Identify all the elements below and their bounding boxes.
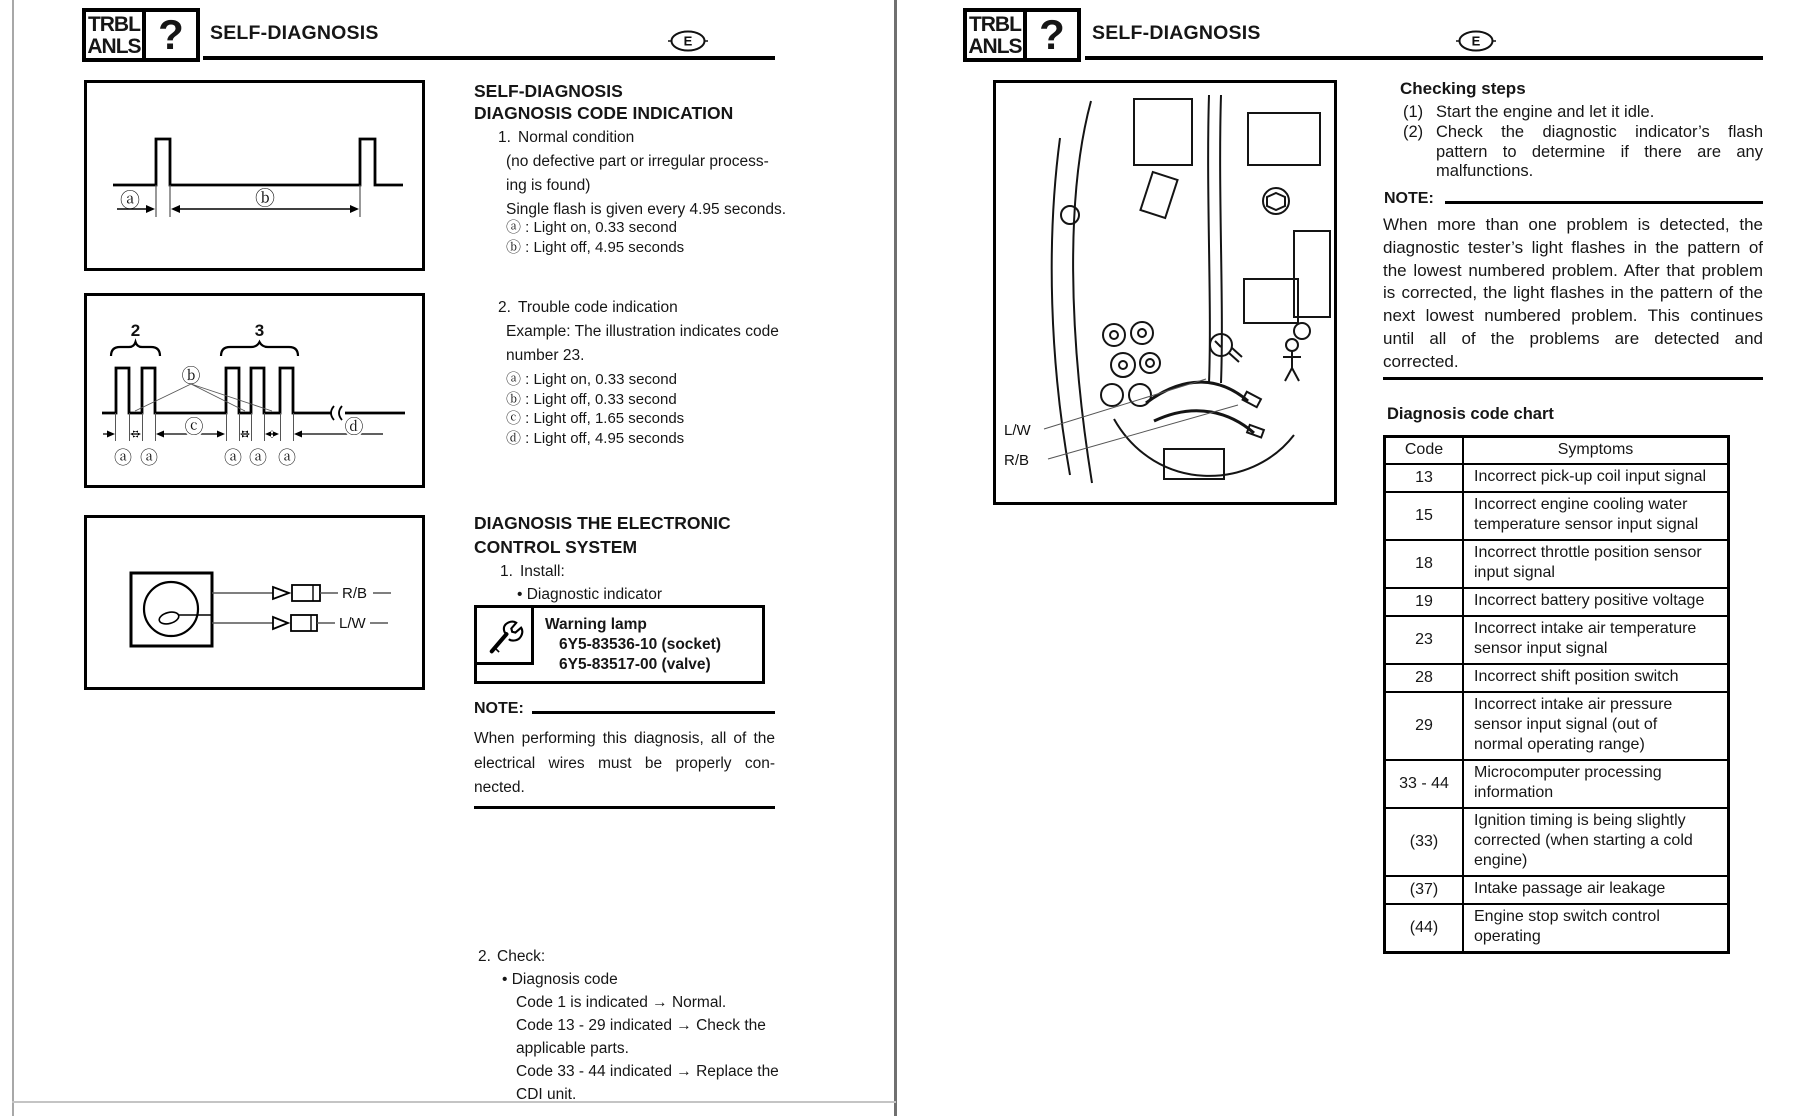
label-count-2: 2: [130, 321, 141, 340]
question-mark-icon: ?: [1039, 11, 1065, 58]
symptom-cell: Incorrect shift position switch: [1474, 668, 1679, 685]
item-title-check: Check:: [497, 948, 546, 965]
list-number: 1.: [498, 129, 511, 146]
table-row: [1386, 875, 1727, 903]
symptom-cell: Intake passage air leakage: [1474, 880, 1666, 897]
wire-label-rb: R/B: [342, 585, 368, 602]
left-page: [0, 0, 896, 1116]
step-number: (1): [1403, 103, 1424, 121]
list-number: 1.: [500, 563, 513, 580]
code-cell: (33): [1386, 809, 1464, 875]
note-paragraph: When more than one problem is detected, the diagnostic tester’s light flashes in the pattern of the lowest numbered problem. After that problem is corrected, the light flashes in the pattern of the next lowest numbered problem. This continues until all of the problems are detected and corrected.: [1383, 215, 1763, 371]
part-spec-text: [545, 615, 721, 675]
item-title-install: Install:: [520, 563, 565, 580]
label-a: ⓐ: [140, 448, 158, 468]
symptom-cell: Incorrect throttle position sensor input signal: [1474, 544, 1702, 581]
chart-title: Diagnosis code chart: [1387, 405, 1554, 423]
step-text: Check the diagnostic indicator’s flash pattern to determine if there are any malfunctions.: [1436, 123, 1763, 180]
table-row: [1386, 491, 1727, 539]
code-cell: (37): [1386, 877, 1464, 903]
table-row: [1386, 539, 1727, 587]
page-title: SELF-DIAGNOSIS: [1092, 22, 1261, 44]
label-b: ⓑ: [181, 366, 201, 387]
section-tab-label: TRBL ANLS: [967, 12, 1027, 58]
title-rule: [203, 56, 775, 60]
engine-line-art: [996, 83, 1333, 501]
code-cell: 33 - 44: [1386, 761, 1464, 807]
table-row: [1386, 663, 1727, 691]
heading-diagnosis-ecs: DIAGNOSIS THE ELECTRONIC CONTROL SYSTEM: [474, 513, 731, 557]
label-a: ⓐ: [120, 190, 140, 212]
symptom-cell: Incorrect intake air temperature sensor input signal: [1474, 620, 1697, 657]
symptom-cell: Incorrect battery positive voltage: [1474, 592, 1705, 609]
symptom-cell: Incorrect engine cooling water temperature sensor input signal: [1474, 496, 1699, 533]
timing-key-list: ⓐ : Light on, 0.33 second ⓑ : Light off, 4.95 seconds: [506, 219, 685, 256]
code-cell: 15: [1386, 493, 1464, 539]
heading-self-diagnosis: SELF-DIAGNOSIS: [474, 81, 623, 101]
figure-normal-condition: [84, 80, 425, 271]
label-d: ⓓ: [344, 417, 364, 438]
language-badge: [1456, 29, 1496, 53]
note-end-rule: [474, 806, 775, 809]
lamp-circuit-diagram: [87, 518, 421, 686]
note-label: NOTE:: [1384, 190, 1434, 207]
code-cell: 13: [1386, 465, 1464, 491]
section-tab-label: TRBL ANLS: [86, 12, 146, 58]
item-body: (no defective part or irregular process- ing is found) Single flash is given every 4.95 seconds.: [506, 153, 787, 218]
symptom-cell: Microcomputer processing information: [1474, 764, 1662, 801]
question-mark-icon: ?: [158, 11, 184, 58]
heading-checking-steps: Checking steps: [1400, 79, 1526, 98]
title-rule: [1085, 56, 1763, 60]
wire-label-rb: R/B: [1004, 452, 1030, 469]
symptom-cell: Incorrect pick-up coil input signal: [1474, 468, 1707, 485]
code-cell: 23: [1386, 617, 1464, 663]
symptom-cell: Ignition timing is being slightly corrected (when starting a cold engine): [1474, 812, 1693, 869]
section-tab: [82, 8, 200, 62]
table-row: [1386, 759, 1727, 807]
diagnosis-code-table: [1383, 435, 1730, 954]
column-header-code: Code: [1386, 438, 1464, 463]
language-badge: [668, 29, 708, 53]
language-letter: E: [683, 33, 693, 49]
table-row: [1386, 587, 1727, 615]
label-a: ⓐ: [114, 448, 132, 468]
waveform-normal-diagram: [87, 83, 421, 267]
right-page: [896, 0, 1813, 1116]
waveform-trouble-diagram: [87, 296, 421, 484]
label-count-3: 3: [254, 321, 265, 340]
check-result-lines: Code 1 is indicated → Normal. Code 13 - 29 indicated → Check the applicable parts. Code 33 - 44 indicated → Replace the CDI unit.: [516, 994, 779, 1103]
symptom-cell: Incorrect intake air pressure sensor input signal (out of normal operating range): [1474, 696, 1673, 753]
item-title-normal-condition: Normal condition: [518, 129, 635, 146]
label-b: ⓑ: [255, 188, 275, 210]
figure-trouble-code: [84, 293, 425, 488]
table-header-row: [1386, 438, 1727, 463]
code-cell: (44): [1386, 905, 1464, 951]
heading-code-indication: DIAGNOSIS CODE INDICATION: [474, 103, 734, 123]
item-title-trouble-code: Trouble code indication: [518, 299, 678, 316]
wire-label-lw: L/W: [1004, 422, 1031, 439]
code-cell: 18: [1386, 541, 1464, 587]
timing-key-list: ⓐ : Light on, 0.33 second ⓑ : Light off, 0.33 second ⓒ : Light off, 1.65 seconds ⓓ : Light off, 4.95 seconds: [506, 371, 685, 447]
wire-label-lw: L/W: [339, 615, 366, 632]
table-row: [1386, 903, 1727, 951]
step-number: (2): [1403, 123, 1424, 141]
page-title: SELF-DIAGNOSIS: [210, 22, 379, 44]
note-paragraph: When performing this diagnosis, all of the electrical wires must be properly con- nected.: [474, 730, 775, 796]
engine-illustration: [993, 80, 1337, 505]
bullet-diagnostic-indicator: • Diagnostic indicator: [517, 586, 662, 603]
list-number: 2.: [478, 948, 491, 965]
column-header-symptoms: Symptoms: [1557, 441, 1634, 458]
step-text: Start the engine and let it idle.: [1436, 103, 1655, 121]
table-row: [1386, 463, 1727, 491]
note-rule: [1445, 201, 1763, 204]
table-row: [1386, 691, 1727, 759]
label-a: ⓐ: [249, 448, 267, 468]
table-row: [1386, 807, 1727, 875]
label-c: ⓒ: [184, 417, 204, 438]
part-numbers: 6Y5-83536-10 (socket) 6Y5-83517-00 (valve): [559, 636, 721, 673]
item-body: Example: The illustration indicates code number 23.: [506, 323, 779, 364]
figure-lamp-circuit: [84, 515, 425, 690]
label-a: ⓐ: [224, 448, 242, 468]
list-number: 2.: [498, 299, 511, 316]
code-cell: 19: [1386, 589, 1464, 615]
note-label: NOTE:: [474, 700, 524, 717]
code-cell: 29: [1386, 693, 1464, 759]
note-end-rule: [1383, 377, 1763, 380]
code-cell: 28: [1386, 665, 1464, 691]
section-tab: [963, 8, 1081, 62]
part-name: Warning lamp: [545, 616, 647, 633]
symptom-cell: Engine stop switch control operating: [1474, 908, 1660, 945]
table-row: [1386, 615, 1727, 663]
language-letter: E: [1471, 33, 1481, 49]
label-a: ⓐ: [278, 448, 296, 468]
note-rule: [532, 711, 775, 714]
bullet-diagnosis-code: • Diagnosis code: [502, 971, 618, 988]
part-spec-box: [474, 605, 765, 684]
wrench-icon: [477, 608, 534, 665]
